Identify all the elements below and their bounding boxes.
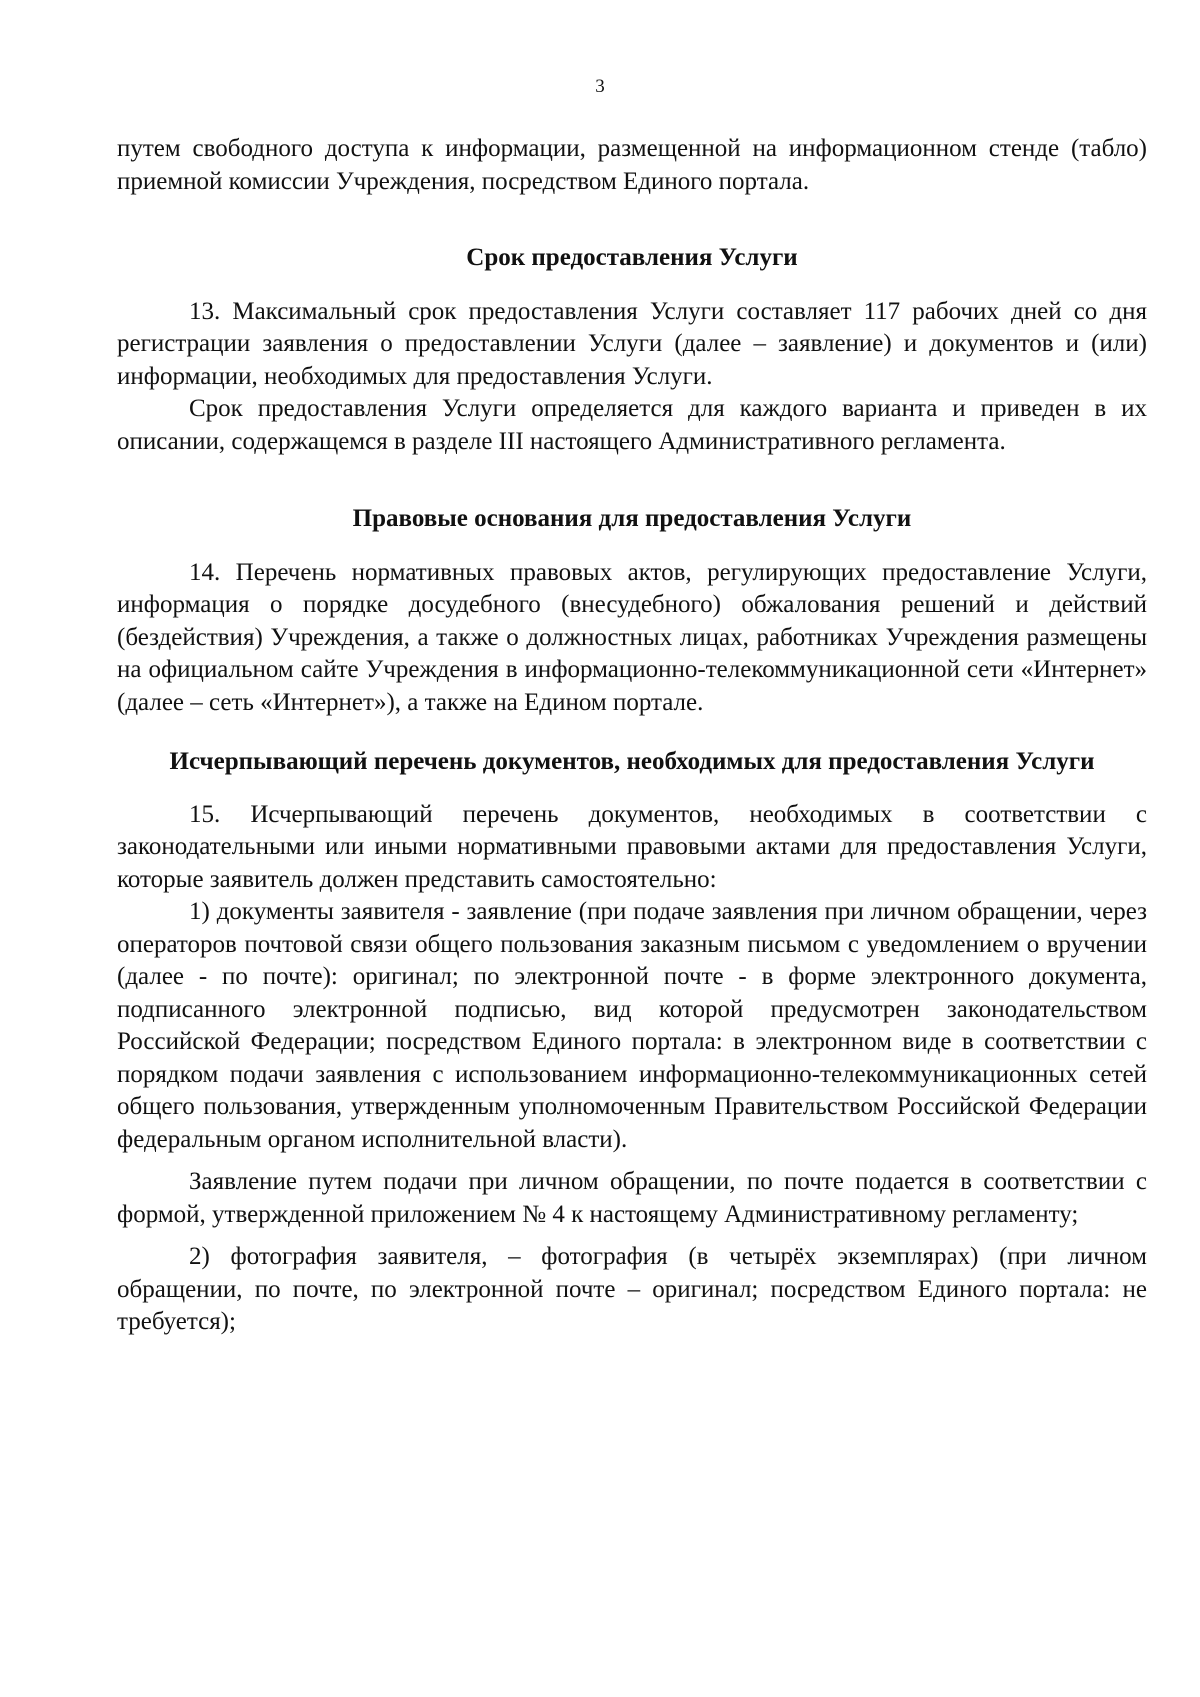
intro-paragraph: путем свободного доступа к информации, размещенной на информационном стенде (табло) приемной комиссии Учреждения, посредством Единого портала. (117, 135, 1147, 195)
section-15-item-1: 1) документы заявителя - заявление (при подаче заявления при личном обращении, через операторов почтовой связи общего пользования заказным письмом с уведомлением о вручении (далее - по почте): оригинал; по электронной почте - в форме электронного документа, подписанного электронной подписью, вид которой предусмотрен законодательством Российской Федерации; посредством Единого портала: в электронном виде в соответствии с порядком подачи заявления с использованием информационно-телекоммуникационных сетей общего пользования, утвержденным уполномоченным Правительством Российской Федерации федеральным органом исполнительной власти). (117, 898, 1147, 1153)
section-13-heading: Срок предоставления Услуги (466, 244, 798, 271)
section-15-item-2: 2) фотография заявителя, – фотография (в четырёх экземплярах) (при личном обращении, по почте, по электронной почте – оригинал; посредством Единого портала: не требуется); (117, 1243, 1147, 1335)
section-13-paragraph-1: 13. Максимальный срок предоставления Услуги составляет 117 рабочих дней со дня регистрации заявления о предоставлении Услуги (далее – заявление) и документов и (или) информации, необходимых для предоставления Услуги. (117, 297, 1147, 390)
section-15-paragraph-1: 15. Исчерпывающий перечень документов, необходимых в соответствии с законодательными или иными нормативными правовыми актами для предоставления Услуги, которые заявитель должен представить самостоятельно: (117, 800, 1147, 893)
section-14-heading: Правовые основания для предоставления Услуги (352, 505, 912, 532)
section-14-paragraph-1: 14. Перечень нормативных правовых актов, регулирующих предоставление Услуги, информация о порядке досудебного (внесудебного) обжалования решений и действий (бездействия) Учреждения, а также о должностных лицах, работниках Учреждения размещены на официальном сайте Учреждения в информационно-телекоммуникационной сети «Интернет» (далее – сеть «Интернет»), а также на Едином портале. (117, 558, 1147, 716)
document-page (117, 60, 1147, 1339)
section-13-paragraph-2: Срок предоставления Услуги определяется для каждого варианта и приведен в их описании, содержащемся в разделе III настоящего Административного регламента. (117, 395, 1147, 455)
section-15-item-1-note: Заявление путем подачи при личном обращении, по почте подается в соответствии с формой, утвержденной приложением № 4 к настоящему Административному регламенту; (117, 1168, 1147, 1228)
section-15-heading: Исчерпывающий перечень документов, необходимых для предоставления Услуги (169, 748, 1095, 775)
page-number: 3 (595, 76, 605, 97)
